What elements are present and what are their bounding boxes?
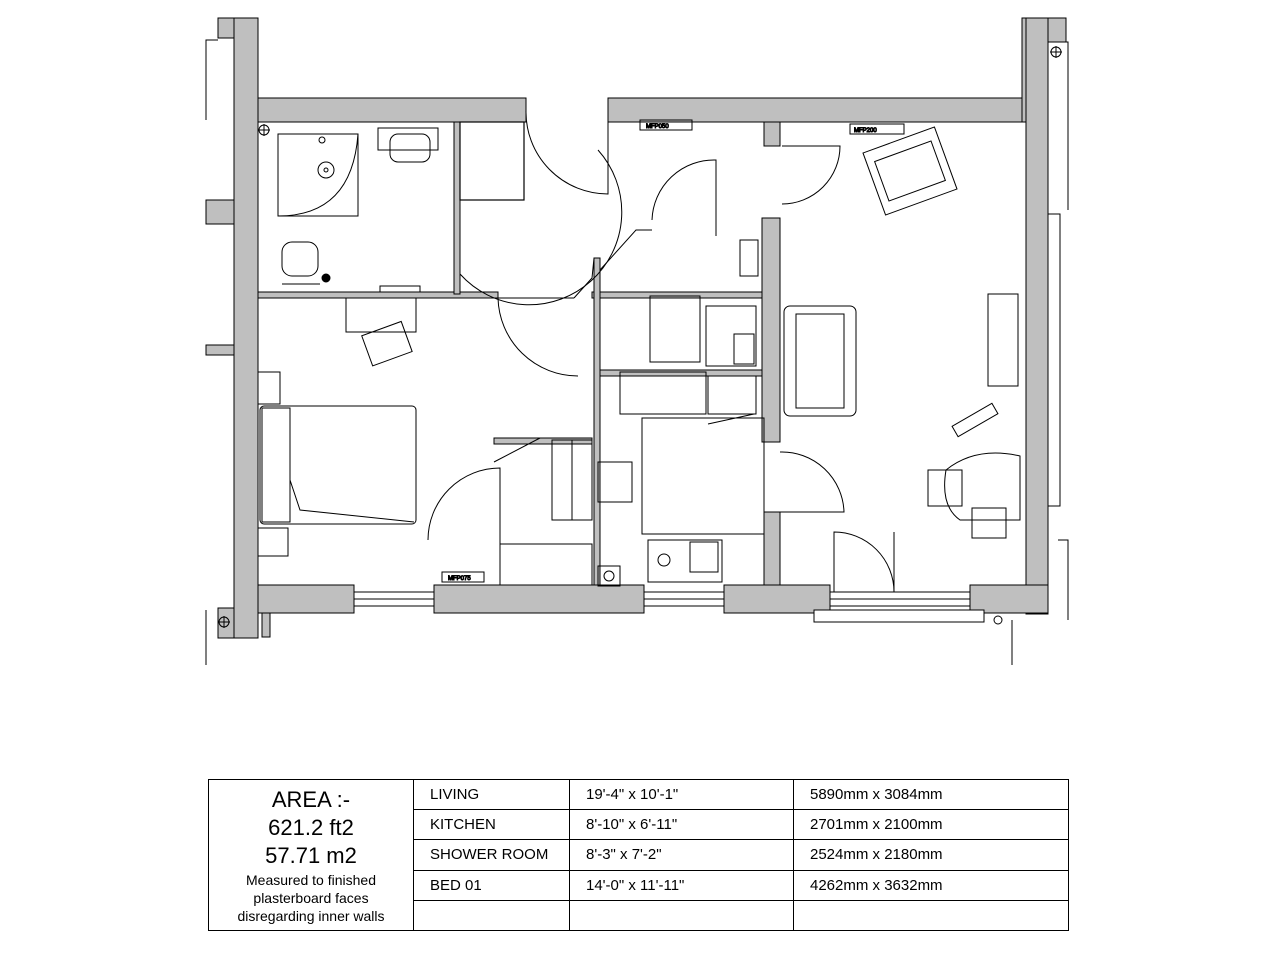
room-imperial: 19'-4" x 10'-1" [570,780,794,810]
svg-text:MFP050: MFP050 [646,124,669,130]
room-name: KITCHEN [414,810,570,840]
partitions [258,122,762,585]
room-imperial: 14'-0" x 11'-11" [570,870,794,900]
area-schedule-table [208,779,1069,931]
area-note-line: Measured to finished [246,872,376,888]
svg-text:MFP075: MFP075 [448,576,471,582]
room-imperial [570,900,794,930]
svg-text:MFP200: MFP200 [854,128,877,134]
table-row [209,780,1069,810]
area-sqft: 621.2 ft2 [268,815,354,840]
room-name: SHOWER ROOM [414,840,570,870]
room-name [414,900,570,930]
room-imperial: 8'-10" x 6'-11" [570,810,794,840]
area-note-line: plasterboard faces [253,890,369,906]
area-summary [209,780,414,931]
room-name: LIVING [414,780,570,810]
room-imperial: 8'-3" x 7'-2" [570,840,794,870]
room-metric: 4262mm x 3632mm [794,870,1069,900]
walls [218,18,1066,638]
room-metric [794,900,1069,930]
kitchen-fixtures [598,120,764,586]
living-furniture [218,46,1062,628]
area-sqm: 57.71 m2 [265,843,357,868]
room-name: BED 01 [414,870,570,900]
doors [428,98,894,592]
area-heading: AREA :- [271,787,351,812]
room-metric: 5890mm x 3084mm [794,780,1069,810]
room-metric: 2701mm x 2100mm [794,810,1069,840]
shower-room-fixtures [258,122,524,292]
room-metric: 2524mm x 2180mm [794,840,1069,870]
area-note-line: disregarding inner walls [237,908,385,924]
